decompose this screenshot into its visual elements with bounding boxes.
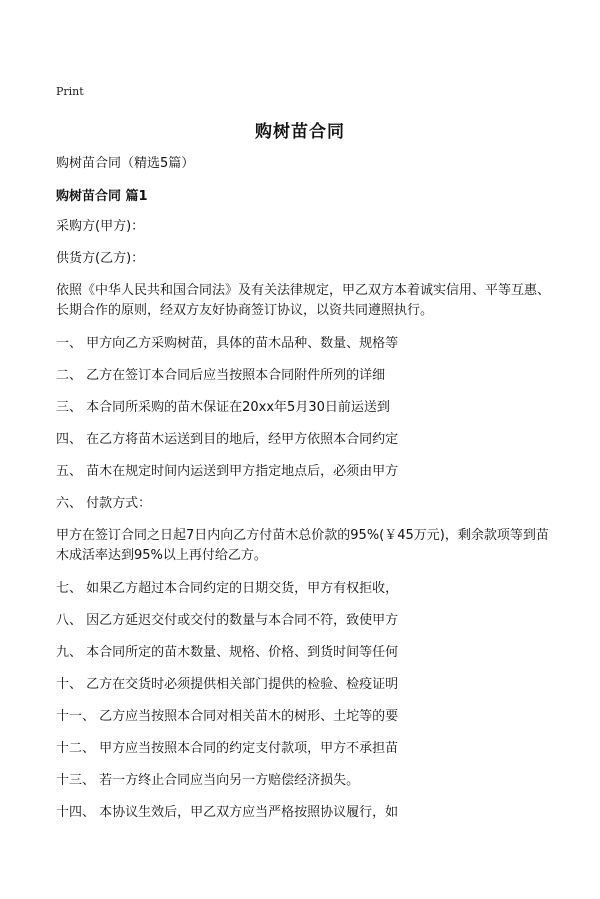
section-heading: 购树苗合同 篇1	[56, 189, 148, 204]
clause-14: 十四、 本协议生效后，甲乙双方应当严格按照协议履行，如	[56, 805, 399, 820]
document-body	[56, 217, 560, 835]
clause-10: 十、 乙方在交货时必须提供相关部门提供的检验、检疫证明	[56, 677, 399, 692]
clause-8: 八、 因乙方延迟交付或交付的数量与本合同不符，致使甲方	[56, 613, 399, 628]
paragraph-preamble: 依照《中华人民共和国合同法》及有关法律规定，甲乙双方本着诚实信用、平等互惠、长期合作的原则，经双方友好协商签订协议，以资共同遵照执行。	[56, 283, 551, 318]
clause-13: 十三、 若一方终止合同应当向另一方赔偿经济损失。	[56, 773, 360, 788]
document-title: 购树苗合同	[255, 122, 345, 142]
clause-12: 十二、 甲方应当按照本合同的约定支付款项，甲方不承担苗	[56, 741, 399, 756]
clause-6: 六、 付款方式：	[56, 496, 152, 511]
clause-11: 十一、 乙方应当按照本合同对相关苗木的树形、土坨等的要	[56, 709, 399, 724]
document-subtitle: 购树苗合同（精选5篇）	[56, 156, 195, 171]
paragraph-payment: 甲方在签订合同之日起7日内向乙方付苗木总价款的95%(￥45万元)，剩余款项等到苗木成活率达到95%以上再付给乙方。	[56, 528, 549, 563]
clause-5: 五、 苗木在规定时间内运送到甲方指定地点后，必须由甲方	[56, 464, 399, 479]
clause-1: 一、 甲方向乙方采购树苗，具体的苗木品种、数量、规格等	[56, 336, 399, 351]
paragraph-buyer: 采购方(甲方)：	[56, 219, 145, 234]
clause-2: 二、 乙方在签订本合同后应当按照本合同附件所列的详细	[56, 368, 386, 383]
clause-4: 四、 在乙方将苗木运送到目的地后，经甲方依照本合同约定	[56, 432, 399, 447]
print-label: Print	[56, 85, 84, 98]
clause-7: 七、 如果乙方超过本合同约定的日期交货，甲方有权拒收，	[56, 581, 399, 596]
clause-9: 九、 本合同所定的苗木数量、规格、价格、到货时间等任何	[56, 645, 399, 660]
paragraph-supplier: 供货方(乙方)：	[56, 251, 145, 266]
clause-3: 三、 本合同所采购的苗木保证在20xx年5月30日前运送到	[56, 400, 390, 415]
